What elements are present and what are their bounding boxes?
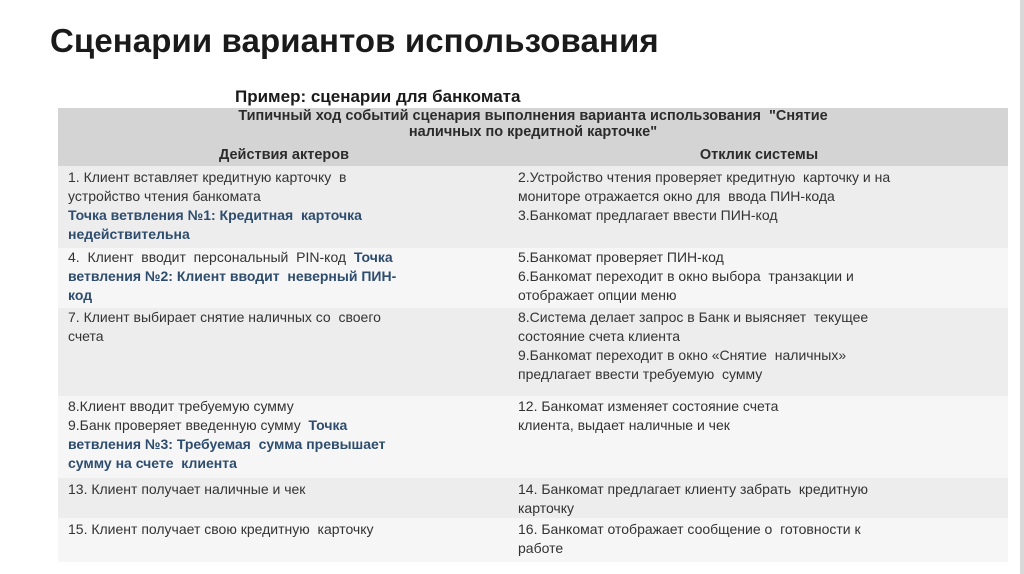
cell-line xyxy=(68,416,498,435)
system-cell xyxy=(518,168,998,225)
cell-line: устройство чтения банкомата xyxy=(68,188,261,204)
cell-line: мониторе отражается окно для ввода ПИН-кода xyxy=(518,188,835,204)
table-caption xyxy=(58,108,1008,140)
actor-cell xyxy=(68,520,498,539)
branch-point-text: сумму на счете клиента xyxy=(68,455,237,471)
cell-line: клиента, выдает наличные и чек xyxy=(518,417,730,433)
cell-line: 13. Клиент получает наличные и чек xyxy=(68,481,306,497)
cell-line: 12. Банкомат изменяет состояние счета xyxy=(518,398,779,414)
column-header-system: Отклик системы xyxy=(699,147,819,163)
branch-point-text: Точка xyxy=(308,417,348,433)
branch-point-text: код xyxy=(68,287,93,303)
cell-line: 8.Система делает запрос в Банк и выясняет текущее xyxy=(518,309,869,325)
table-row xyxy=(58,518,1008,562)
cell-line: 2.Устройство чтения проверяет кредитную карточку и на xyxy=(518,169,891,185)
cell-line: карточку xyxy=(518,500,575,516)
cell-line: 8.Клиент вводит требуемую сумму xyxy=(68,398,294,414)
actor-cell xyxy=(68,480,498,499)
slide-title: Сценарии вариантов использования xyxy=(50,22,659,59)
system-cell xyxy=(518,480,998,518)
table-row xyxy=(58,396,1008,478)
actor-cell xyxy=(68,168,498,244)
table-row xyxy=(58,478,1008,518)
cell-line: 5.Банкомат проверяет ПИН-код xyxy=(518,249,724,265)
cell-line: 14. Банкомат предлагает клиенту забрать кредитную xyxy=(518,481,868,497)
table-row xyxy=(58,308,1008,396)
cell-line: работе xyxy=(518,540,564,556)
cell-line: 9.Банкомат переходит в окно «Снятие наличных» xyxy=(518,347,847,363)
branch-point-text: недействительна xyxy=(68,226,190,242)
cell-line: 6.Банкомат переходит в окно выбора транзакции и xyxy=(518,268,854,284)
column-header-actors: Действия актеров xyxy=(218,147,350,163)
cell-line: состояние счета клиента xyxy=(518,328,681,344)
actor-cell xyxy=(68,248,498,305)
table-row xyxy=(58,248,1008,308)
cell-line: счета xyxy=(68,328,104,344)
slide-subtitle: Пример: сценарии для банкомата xyxy=(235,87,521,106)
table-caption-line: Типичный ход событий сценария выполнения варианта использования "Снятие xyxy=(238,108,828,124)
system-cell xyxy=(518,520,998,558)
cell-text: 4. Клиент вводит персональный PIN-код xyxy=(68,249,354,265)
table-caption-line: наличных по кредитной карточке" xyxy=(408,124,658,140)
cell-line: 16. Банкомат отображает сообщение о готовности к xyxy=(518,521,861,537)
actor-cell xyxy=(68,308,498,346)
cell-text: 9.Банк проверяет введенную сумму xyxy=(68,417,309,433)
system-cell xyxy=(518,248,998,305)
system-cell xyxy=(518,308,998,384)
branch-point-text: ветвления №2: Клиент вводит неверный ПИН- xyxy=(68,268,397,284)
table-body xyxy=(58,166,1008,562)
cell-line: предлагает ввести требуемую сумму xyxy=(518,366,763,382)
branch-point-text: Точка ветвления №1: Кредитная карточка xyxy=(68,207,362,223)
cell-line: 15. Клиент получает свою кредитную карточку xyxy=(68,521,374,537)
table-header xyxy=(58,108,1008,166)
actor-cell xyxy=(68,397,498,473)
branch-point-text: ветвления №3: Требуемая сумма превышает xyxy=(68,436,386,452)
cell-line: 3.Банкомат предлагает ввести ПИН-код xyxy=(518,207,778,223)
branch-point-text: Точка xyxy=(353,249,393,265)
system-cell xyxy=(518,397,998,435)
slide-edge xyxy=(1020,0,1024,574)
cell-line: 7. Клиент выбирает снятие наличных со своего xyxy=(68,309,381,325)
cell-line: 1. Клиент вставляет кредитную карточку в xyxy=(68,169,347,185)
cell-line: отображает опции меню xyxy=(518,287,677,303)
cell-line xyxy=(68,248,498,267)
table-row xyxy=(58,166,1008,248)
